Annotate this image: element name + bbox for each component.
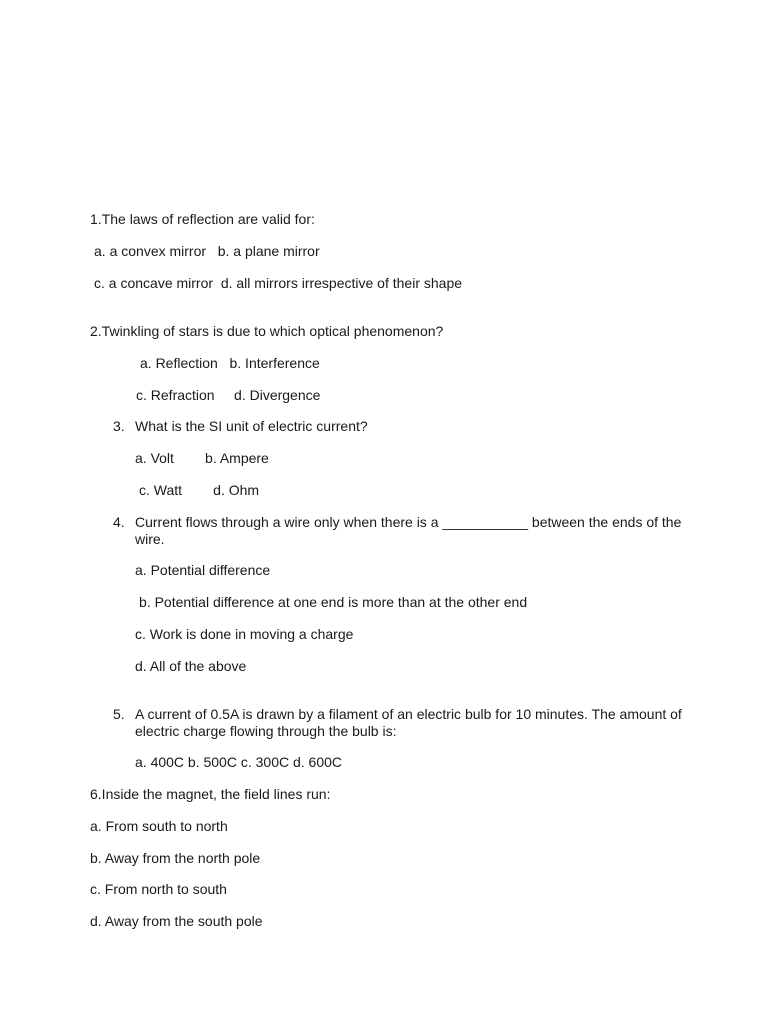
question-5-text: A current of 0.5A is drawn by a filament of an electric bulb for 10 minutes. The amount of electric charge flowing through the bulb is: bbox=[135, 706, 682, 739]
question-4-number: 4. bbox=[113, 514, 125, 530]
question-4-option-d: d. All of the above bbox=[135, 658, 247, 674]
question-4-option-b: b. Potential difference at one end is more than at the other end bbox=[139, 594, 528, 610]
question-3-options-row1: a. Volt b. Ampere bbox=[135, 450, 269, 466]
question-6-option-b: b. Away from the north pole bbox=[90, 850, 261, 866]
question-2-options-row1: a. Reflection b. Interference bbox=[140, 355, 320, 371]
question-6-text: 6.Inside the magnet, the field lines run: bbox=[90, 786, 331, 802]
question-1-options-row2: c. a concave mirror d. all mirrors irrespective of their shape bbox=[94, 275, 463, 291]
question-6-option-a: a. From south to north bbox=[90, 818, 228, 834]
question-6-option-d: d. Away from the south pole bbox=[90, 913, 263, 929]
question-3-text: What is the SI unit of electric current? bbox=[135, 418, 368, 434]
question-1-options-row1: a. a convex mirror b. a plane mirror bbox=[94, 243, 320, 259]
question-3-options-row2: c. Watt d. Ohm bbox=[139, 482, 260, 498]
question-2-text: 2.Twinkling of stars is due to which optical phenomenon? bbox=[90, 323, 444, 339]
question-4-option-a: a. Potential difference bbox=[135, 562, 271, 578]
question-1-text: 1.The laws of reflection are valid for: bbox=[90, 211, 315, 227]
question-5-number: 5. bbox=[113, 706, 125, 722]
question-6-option-c: c. From north to south bbox=[90, 881, 227, 897]
question-4-text: Current flows through a wire only when there is a ___________ between the ends of the wire. bbox=[135, 514, 682, 547]
question-4-option-c: c. Work is done in moving a charge bbox=[135, 626, 354, 642]
question-3-number: 3. bbox=[113, 418, 125, 434]
question-5-options: a. 400C b. 500C c. 300C d. 600C bbox=[135, 754, 343, 770]
question-2-options-row2: c. Refraction d. Divergence bbox=[136, 387, 321, 403]
